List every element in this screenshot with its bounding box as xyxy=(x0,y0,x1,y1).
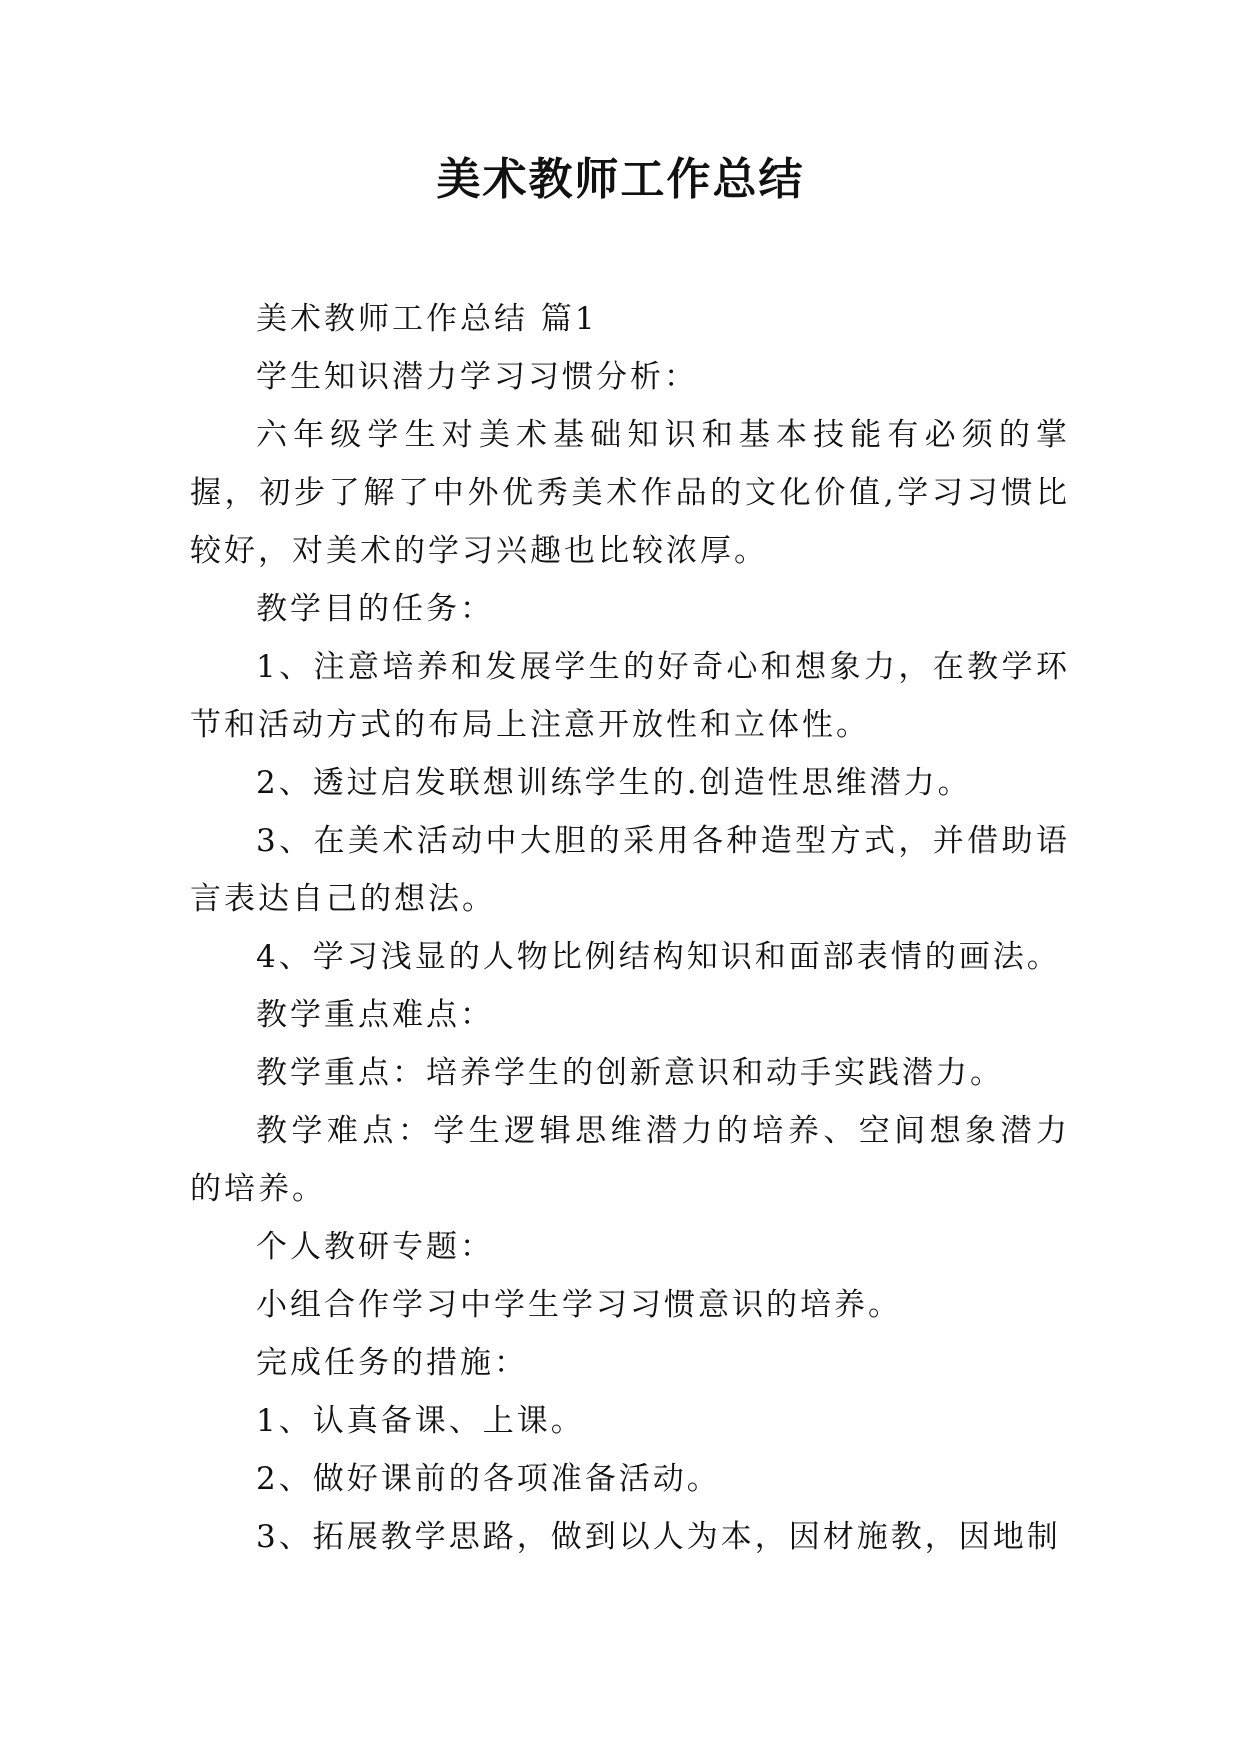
document-title: 美术教师工作总结 xyxy=(436,154,805,205)
list-item: 4、学习浅显的人物比例结构知识和面部表情的画法。 xyxy=(256,939,1061,975)
paragraph: 教学难点：学生逻辑思维潜力的培养、空间想象潜力的培养。 xyxy=(190,1113,1070,1207)
list-item: 3、在美术活动中大胆的采用各种造型方式，并借助语言表达自己的想法。 xyxy=(190,823,1070,917)
section-heading: 美术教师工作总结 篇1 xyxy=(256,301,598,337)
paragraph-heading: 教学重点难点： xyxy=(256,997,494,1033)
paragraph: 六年级学生对美术基础知识和基本技能有必须的掌握，初步了解了中外优秀美术作品的文化价值,学习习惯比较好，对美术的学习兴趣也比较浓厚。 xyxy=(190,417,1070,569)
paragraph-heading: 学生知识潜力学习习惯分析： xyxy=(256,359,698,395)
list-item: 3、拓展教学思路，做到以人为本，因材施教，因地制 xyxy=(256,1519,1061,1555)
list-item: 2、透过启发联想训练学生的.创造性思维潜力。 xyxy=(256,765,972,801)
list-item: 1、认真备课、上课。 xyxy=(256,1403,585,1439)
paragraph-heading: 个人教研专题： xyxy=(256,1229,494,1265)
paragraph: 小组合作学习中学生学习习惯意识的培养。 xyxy=(256,1287,902,1323)
paragraph-heading: 完成任务的措施： xyxy=(256,1345,528,1381)
list-item: 2、做好课前的各项准备活动。 xyxy=(256,1461,721,1497)
paragraph: 教学重点：培养学生的创新意识和动手实践潜力。 xyxy=(256,1055,1004,1091)
list-item: 1、注意培养和发展学生的好奇心和想象力，在教学环节和活动方式的布局上注意开放性和立体性。 xyxy=(190,649,1070,743)
document-body xyxy=(190,290,1070,1566)
paragraph-heading: 教学目的任务： xyxy=(256,591,494,627)
